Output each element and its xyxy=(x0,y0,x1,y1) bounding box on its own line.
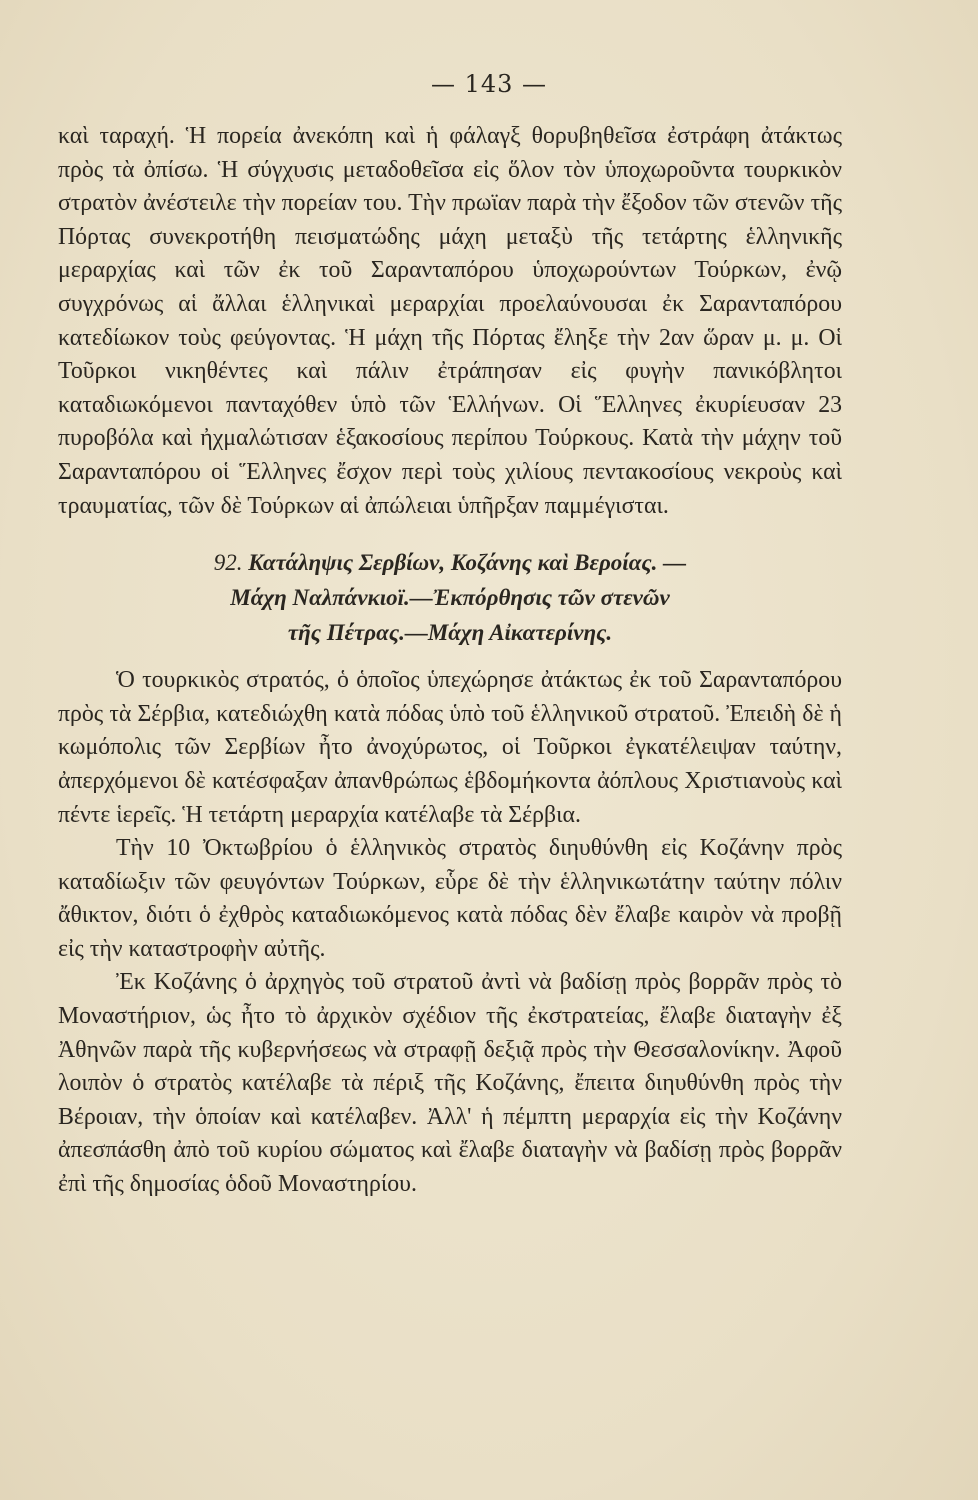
paragraph-veroia: Ἐκ Κοζάνης ὁ ἀρχηγὸς τοῦ στρατοῦ ἀντὶ νὰ βαδίσῃ πρὸς βορρᾶν πρὸς τὸ Μοναστήριον, ὡς ἦτο τὸ ἀρχικὸν σχέδιον τῆς ἐκστρατείας, ἔλαβε διαταγὴν ἐξ Ἀθηνῶν παρὰ τῆς κυβερνήσεως νὰ στραφῇ δεξιᾷ πρὸς τὴν Θεσσαλονίκην. Ἀφοῦ λοιπὸν ὁ στρατὸς κατέλαβε τὰ πέριξ τῆς Κοζάνης, ἔπειτα διηυθύνθη πρὸς τὴν Βέροιαν, τὴν ὁποίαν καὶ κατέλαβεν. Ἀλλ' ἡ πέμπτη μεραρχία εἰς τὴν Κοζάνην ἀπεσπάσθη ἀπὸ τοῦ κυρίου σώματος καὶ ἔλαβε διαταγὴν νὰ βαδίσῃ πρὸς βορρᾶν ἐπὶ τῆς δημοσίας ὁδοῦ Μοναστηρίου. xyxy=(58,969,842,1198)
opening-paragraph: καὶ ταραχή. Ἡ πορεία ἀνεκόπη καὶ ἡ φάλαγξ θορυβηθεῖσα ἐστράφη ἀτάκτως πρὸς τὰ ὀπίσω. Ἡ σύγχυσις μεταδοθεῖσα εἰς ὅλον τὸν ὑποχωροῦντα τουρκικὸν στρατὸν ἀνέστειλε τὴν πορείαν του. Τὴν πρωϊαν παρὰ τὴν ἔξοδον τῶν στενῶν τῆς Πόρτας συνεκροτήθη πεισματώδης μάχη μεταξὺ τῆς τετάρτης ἑλληνικῆς μεραρχίας καὶ τῶν ἐκ τοῦ Σαρανταπόρου ὑποχωρούντων Τούρκων, ἐνῷ συγχρόνως αἱ ἄλλαι ἑλληνικαὶ μεραρχίαι προελαύνουσαι ἐκ Σαρανταπόρου κατεδίωκον τοὺς φεύγοντας. Ἡ μάχη τῆς Πόρτας ἔληξε τὴν 2αν ὥραν μ. μ. Οἱ Τοῦρκοι νικηθέντες καὶ πάλιν ἐτράπησαν εἰς φυγὴν πανικόβλητοι καταδιωκόμενοι πανταχόθεν ὑπὸ τῶν Ἑλλήνων. Οἱ Ἕλληνες ἐκυρίευσαν 23 πυροβόλα καὶ ἠχμαλώτισαν ἑξακοσίους περίπου Τούρκους. Κατὰ τὴν μάχην τοῦ Σαρανταπόρου οἱ Ἕλληνες ἔσχον περὶ τοὺς χιλίους πεντακοσίους νεκροὺς καὶ τραυματίας, τῶν δὲ Τούρκων αἱ ἀπώλειαι ὑπῆρξαν παμμέγισται. xyxy=(58,123,842,519)
section-title-line-1: Κατάληψις Σερβίων, Κοζάνης καὶ Βεροίας. — xyxy=(248,550,687,576)
section-heading xyxy=(58,545,842,650)
paragraph-serbia: Ὁ τουρκικὸς στρατός, ὁ ὁποῖος ὑπεχώρησε ἀτάκτως ἐκ τοῦ Σαρανταπόρου πρὸς τὰ Σέρβια, κατεδιώχθη κατὰ πόδας ὑπὸ τοῦ ἑλληνικοῦ στρατοῦ. Ἐπειδὴ δὲ ἡ κωμόπολις τῶν Σερβίων ἦτο ἀνοχύρωτος, οἱ Τοῦρκοι ἐγκατέλειψαν ταύτην, ἀπερχόμενοι δὲ κατέσφαξαν ἀπανθρώπως ἑβδομήκοντα ἀόπλους Χριστιανοὺς καὶ πέντε ἱερεῖς. Ἡ τετάρτη μεραρχία κατέλαβε τὰ Σέρβια. xyxy=(58,667,842,828)
section-heading-line-1 xyxy=(58,545,842,580)
section-title-line-2: Μάχη Ναλπάνκιοϊ.—Ἐκπόρθησις τῶν στενῶν xyxy=(230,585,670,611)
body-text xyxy=(58,120,842,1202)
section-number: 92. xyxy=(213,550,243,576)
page-number: — 143 — xyxy=(430,70,548,98)
section-title-line-3: τῆς Πέτρας.—Μάχη Αἰκατερίνης. xyxy=(287,620,613,646)
paragraph-kozani: Τὴν 10 Ὀκτωβρίου ὁ ἑλληνικὸς στρατὸς διηυθύνθη εἰς Κοζάνην πρὸς καταδίωξιν τῶν φευγόντων Τούρκων, εὗρε δὲ τὴν ἑλληνικωτάτην ταύτην πόλιν ἄθικτον, διότι ὁ ἐχθρὸς καταδιωκόμενος κατὰ πόδας δὲν ἔλαβε καιρὸν νὰ προβῇ εἰς τὴν καταστροφὴν αὐτῆς. xyxy=(58,835,842,962)
